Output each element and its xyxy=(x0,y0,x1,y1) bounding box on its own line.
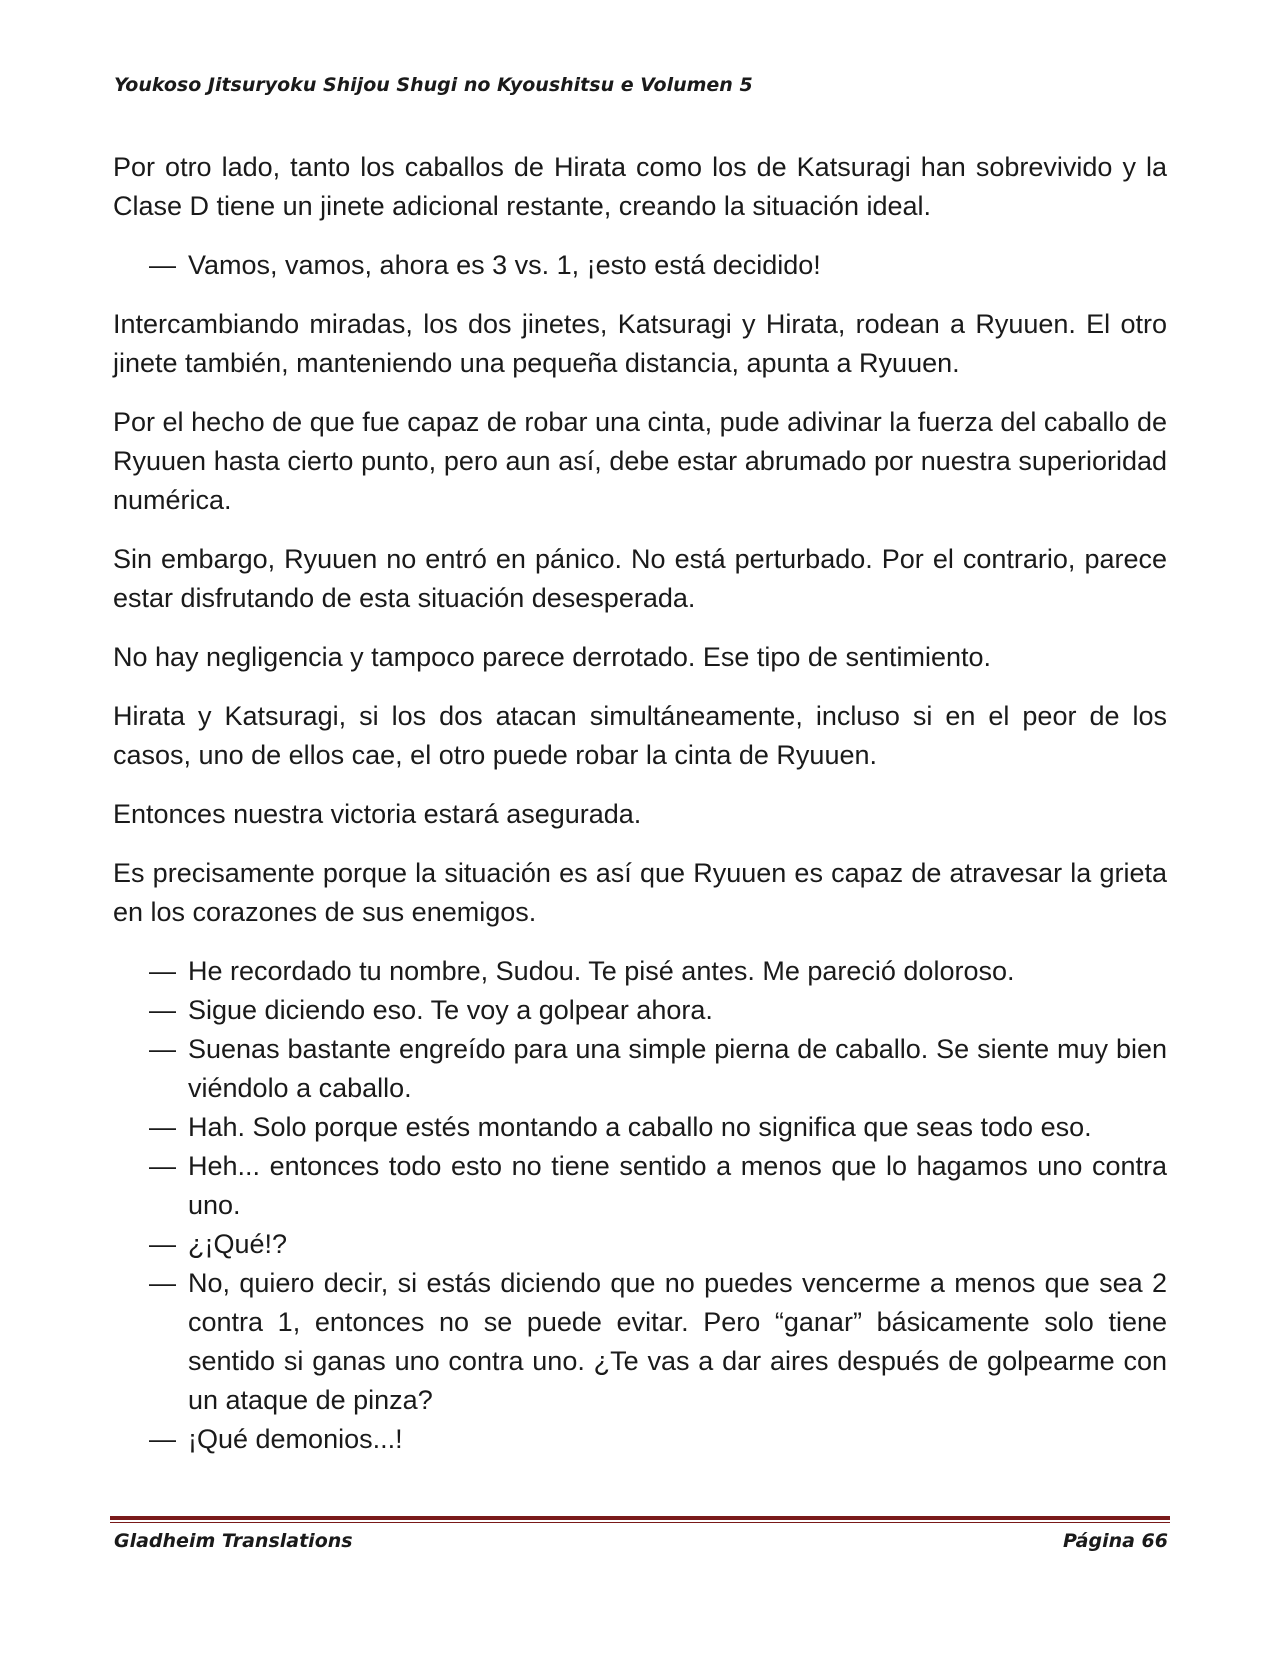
paragraph: Por otro lado, tanto los caballos de Hirata como los de Katsuragi han sobrevivido y la Clase D tiene un jinete adicional restante, creando la situación ideal. xyxy=(113,152,1167,221)
dialogue-line xyxy=(113,1030,1167,1108)
dialogue-dash: — xyxy=(149,1112,176,1142)
dialogue-line xyxy=(113,1108,1167,1147)
dialogue-text: Vamos, vamos, ahora es 3 vs. 1, ¡esto está decidido! xyxy=(188,250,821,280)
page-body xyxy=(113,148,1167,1459)
dialogue-text: Heh... entonces todo esto no tiene sentido a menos que lo hagamos uno contra uno. xyxy=(188,1151,1167,1220)
paragraph: Es precisamente porque la situación es así que Ryuuen es capaz de atravesar la grieta en los corazones de sus enemigos. xyxy=(113,858,1167,927)
footer-divider-thin xyxy=(110,1522,1170,1523)
paragraph: Hirata y Katsuragi, si los dos atacan simultáneamente, incluso si en el peor de los casos, uno de ellos cae, el otro puede robar la cinta de Ryuuen. xyxy=(113,701,1167,770)
dialogue-dash: — xyxy=(149,1034,176,1064)
page-number: Página 66 xyxy=(1062,1530,1168,1552)
dialogue-line xyxy=(113,1264,1167,1420)
dialogue-line xyxy=(113,1147,1167,1225)
dialogue-dash: — xyxy=(149,1229,176,1259)
dialogue-line xyxy=(113,991,1167,1030)
dialogue-dash: — xyxy=(149,1424,176,1454)
dialogue-line xyxy=(113,1225,1167,1264)
paragraph: Entonces nuestra victoria estará asegurada. xyxy=(113,799,642,829)
dialogue-line xyxy=(113,1420,1167,1459)
dialogue-dash: — xyxy=(149,995,176,1025)
dialogue-text: He recordado tu nombre, Sudou. Te pisé antes. Me pareció doloroso. xyxy=(188,956,1015,986)
paragraph: Intercambiando miradas, los dos jinetes, Katsuragi y Hirata, rodean a Ryuuen. El otro jinete también, manteniendo una pequeña distancia, apunta a Ryuuen. xyxy=(113,309,1167,378)
dialogue-text: Hah. Solo porque estés montando a caballo no significa que seas todo eso. xyxy=(188,1112,1092,1142)
dialogue-dash: — xyxy=(149,250,176,280)
dialogue-text: No, quiero decir, si estás diciendo que no puedes vencerme a menos que sea 2 contra 1, entonces no se puede evitar. Pero “ganar” básicamente solo tiene sentido si ganas uno contra uno. ¿Te vas a dar aires después de golpearme con un ataque de pinza? xyxy=(188,1268,1167,1415)
dialogue-line xyxy=(113,246,1167,285)
paragraph: Sin embargo, Ryuuen no entró en pánico. No está perturbado. Por el contrario, parece estar disfrutando de esta situación desesperada. xyxy=(113,544,1167,613)
dialogue-dash: — xyxy=(149,956,176,986)
dialogue-dash: — xyxy=(149,1151,176,1181)
dialogue-text: Suenas bastante engreído para una simple pierna de caballo. Se siente muy bien viéndolo a caballo. xyxy=(188,1034,1167,1103)
paragraph: Por el hecho de que fue capaz de robar una cinta, pude adivinar la fuerza del caballo de Ryuuen hasta cierto punto, pero aun así, debe estar abrumado por nuestra superioridad numérica. xyxy=(113,407,1167,515)
dialogue-line xyxy=(113,952,1167,991)
dialogue-block xyxy=(113,952,1167,1459)
footer-publisher: Gladheim Translations xyxy=(114,1530,353,1552)
paragraph: No hay negligencia y tampoco parece derrotado. Ese tipo de sentimiento. xyxy=(113,642,992,672)
page-header-title: Youkoso Jitsuryoku Shijou Shugi no Kyoushitsu e Volumen 5 xyxy=(114,74,753,96)
dialogue-text: Sigue diciendo eso. Te voy a golpear ahora. xyxy=(188,995,713,1025)
dialogue-text: ¡Qué demonios...! xyxy=(188,1424,403,1454)
footer-divider xyxy=(110,1516,1170,1520)
dialogue-text: ¿¡Qué!? xyxy=(188,1229,288,1259)
dialogue-dash: — xyxy=(149,1268,176,1298)
